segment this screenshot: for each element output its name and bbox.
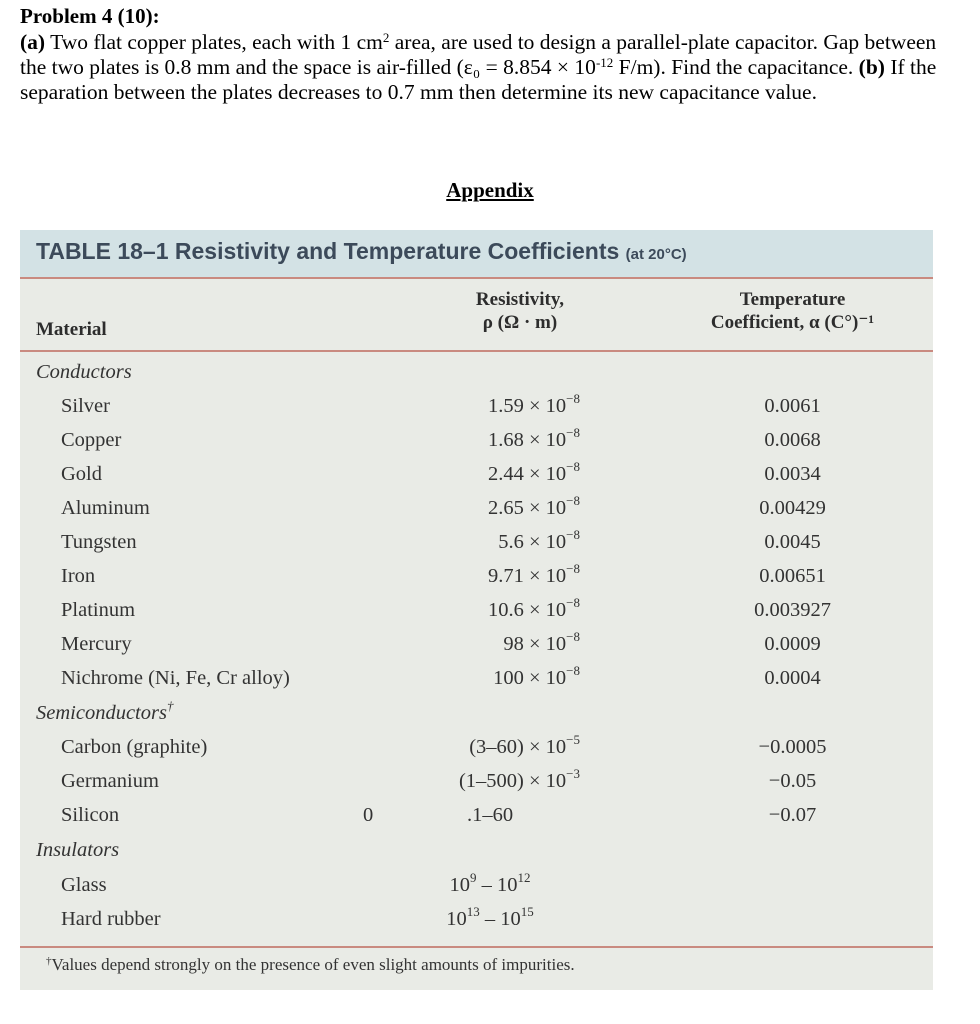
part-b-text: If the separation between the plates decreases to 0.7 mm then determine its new capacitance value. xyxy=(20,55,937,104)
problem-body xyxy=(20,30,965,105)
resistivity-header-line2: ρ (Ω · m) xyxy=(482,312,558,333)
resistivity-mantissa: 1.59 × 10 xyxy=(487,395,567,417)
header-divider xyxy=(20,350,933,352)
resistivity-exponent: −8 xyxy=(566,459,580,474)
column-header-material: Material xyxy=(36,319,107,340)
category-row-insulators xyxy=(20,839,933,873)
resistivity-exponent: −8 xyxy=(566,561,580,576)
table-row xyxy=(20,663,933,701)
material-cell: Aluminum xyxy=(61,497,150,519)
material-cell: Platinum xyxy=(61,599,136,621)
resistivity-table xyxy=(20,230,933,990)
material-cell: Gold xyxy=(61,463,102,485)
coefficient-cell: −0.0005 xyxy=(758,736,827,758)
resistivity-cell xyxy=(405,493,580,520)
part-a-text-2: area, are used to design a parallel-plate capacitor. Gap between the two plates is 0.8 mm and the space is air-filled (ε₀ = 8.854 × 10 xyxy=(20,30,937,79)
table-row xyxy=(20,595,933,633)
part-a-label: (a) xyxy=(20,30,46,54)
category-row-semiconductors xyxy=(20,698,933,736)
resistivity-cell xyxy=(405,459,580,486)
resistivity-cell xyxy=(405,391,580,418)
temp-header-line2: Coefficient, α (C°)⁻¹ xyxy=(710,312,875,333)
resistivity-mantissa: 2.44 × 10 xyxy=(487,463,567,485)
table-row xyxy=(20,766,933,804)
resistivity-mantissa: .1–60 xyxy=(466,804,514,826)
table-row xyxy=(20,527,933,565)
resistivity-base: 10 xyxy=(449,874,470,896)
table-title-bar xyxy=(20,230,933,279)
resistivity-exponent: 9 xyxy=(470,870,477,885)
resistivity-mantissa: 5.6 × 10 xyxy=(498,531,567,553)
temp-header-line1: Temperature xyxy=(739,289,846,310)
category-insulators: Insulators xyxy=(36,839,120,861)
resistivity-mantissa: 100 × 10 xyxy=(493,667,567,689)
resistivity-cell xyxy=(405,629,580,656)
resistivity-exponent: −8 xyxy=(566,391,580,406)
material-cell: Silver xyxy=(61,395,110,417)
material-cell: Silicon xyxy=(61,804,120,826)
resistivity-exponent: 12 xyxy=(517,870,531,885)
resistivity-base: 10 xyxy=(446,908,467,930)
column-header-temperature-coefficient xyxy=(675,288,910,334)
resistivity-exponent: −8 xyxy=(566,493,580,508)
material-cell: Iron xyxy=(61,565,96,587)
category-row-conductors xyxy=(20,361,933,395)
coefficient-cell: 0.0045 xyxy=(764,531,821,553)
resistivity-exponent: −3 xyxy=(566,766,580,781)
table-row xyxy=(20,391,933,429)
resistivity-cell xyxy=(405,561,580,588)
resistivity-mantissa: 98 × 10 xyxy=(503,633,567,655)
category-conductors: Conductors xyxy=(36,361,132,383)
category-semiconductors-label: Semiconductors xyxy=(36,702,167,724)
resistivity-header-line1: Resistivity, xyxy=(475,289,565,310)
resistivity-base: – 10 xyxy=(476,874,518,896)
resistivity-cell xyxy=(405,663,580,690)
table-row xyxy=(20,804,933,838)
resistivity-cell xyxy=(400,904,580,931)
table-row xyxy=(20,904,933,942)
table-row xyxy=(20,629,933,667)
resistivity-mantissa: 1.68 × 10 xyxy=(487,429,567,451)
part-a-text-3: F/m). Find the capacitance. xyxy=(613,55,859,79)
resistivity-mantissa: (3–60) × 10 xyxy=(469,736,567,758)
material-cell: Copper xyxy=(61,429,122,451)
table-footnote xyxy=(46,955,575,975)
coefficient-cell: 0.0009 xyxy=(764,633,821,655)
column-header-resistivity xyxy=(420,288,620,334)
resistivity-cell xyxy=(405,527,580,554)
coefficient-cell: 0.0061 xyxy=(764,395,821,417)
part-a-text-1: Two flat copper plates, each with 1 cm xyxy=(45,30,383,54)
resistivity-exponent: −8 xyxy=(566,425,580,440)
table-row xyxy=(20,425,933,463)
resistivity-exponent: −8 xyxy=(566,527,580,542)
resistivity-cell xyxy=(400,804,580,827)
table-row xyxy=(20,732,933,770)
resistivity-mantissa: (1–500) × 10 xyxy=(458,770,567,792)
material-cell: Glass xyxy=(61,874,107,896)
material-cell: Tungsten xyxy=(61,531,137,553)
problem-heading: Problem 4 (10): xyxy=(20,4,160,28)
table-row xyxy=(20,493,933,531)
table-row xyxy=(20,561,933,599)
stray-zero: 0 xyxy=(363,804,374,826)
resistivity-cell xyxy=(405,766,580,793)
material-cell: Hard rubber xyxy=(61,908,161,930)
resistivity-cell xyxy=(400,870,580,897)
material-cell: Carbon (graphite) xyxy=(61,736,208,758)
resistivity-exponent: −8 xyxy=(566,595,580,610)
resistivity-exponent: 13 xyxy=(466,904,480,919)
resistivity-mantissa: 9.71 × 10 xyxy=(487,565,567,587)
coefficient-cell: 0.003927 xyxy=(754,599,831,621)
footnote-text: Values depend strongly on the presence of even slight amounts of impurities. xyxy=(51,955,575,974)
coefficient-cell: −0.05 xyxy=(768,770,817,792)
coefficient-cell: 0.0034 xyxy=(764,463,821,485)
resistivity-exponent: 15 xyxy=(520,904,534,919)
resistivity-mantissa: 2.65 × 10 xyxy=(487,497,567,519)
table-title xyxy=(36,238,687,265)
resistivity-cell xyxy=(405,425,580,452)
coefficient-cell: −0.07 xyxy=(768,804,817,826)
resistivity-mantissa: 10.6 × 10 xyxy=(487,599,567,621)
footnote-dagger: † xyxy=(46,955,52,967)
table-title-suffix: (at 20°C) xyxy=(625,246,687,263)
coefficient-cell: 0.00651 xyxy=(759,565,826,587)
problem-statement xyxy=(20,4,965,105)
resistivity-cell xyxy=(405,732,580,759)
coefficient-cell: 0.0068 xyxy=(764,429,821,451)
resistivity-cell xyxy=(405,595,580,622)
dagger-mark: † xyxy=(166,698,174,713)
table-title-text: TABLE 18–1 Resistivity and Temperature Coefficients xyxy=(36,238,620,264)
part-b-label: (b) xyxy=(858,55,885,79)
eps-exponent: -12 xyxy=(595,55,614,70)
coefficient-cell: 0.0004 xyxy=(764,667,821,689)
material-cell: Nichrome (Ni, Fe, Cr alloy) xyxy=(61,667,290,689)
footer-divider xyxy=(20,946,933,948)
resistivity-exponent: −5 xyxy=(566,732,580,747)
table-row xyxy=(20,459,933,497)
resistivity-base: – 10 xyxy=(479,908,521,930)
table-row xyxy=(20,870,933,908)
area-exponent: 2 xyxy=(382,30,390,45)
resistivity-exponent: −8 xyxy=(566,629,580,644)
category-semiconductors xyxy=(36,698,174,725)
resistivity-exponent: −8 xyxy=(566,663,580,678)
appendix-title: Appendix xyxy=(446,178,534,202)
material-cell: Mercury xyxy=(61,633,132,655)
coefficient-cell: 0.00429 xyxy=(759,497,826,519)
material-cell: Germanium xyxy=(61,770,159,792)
